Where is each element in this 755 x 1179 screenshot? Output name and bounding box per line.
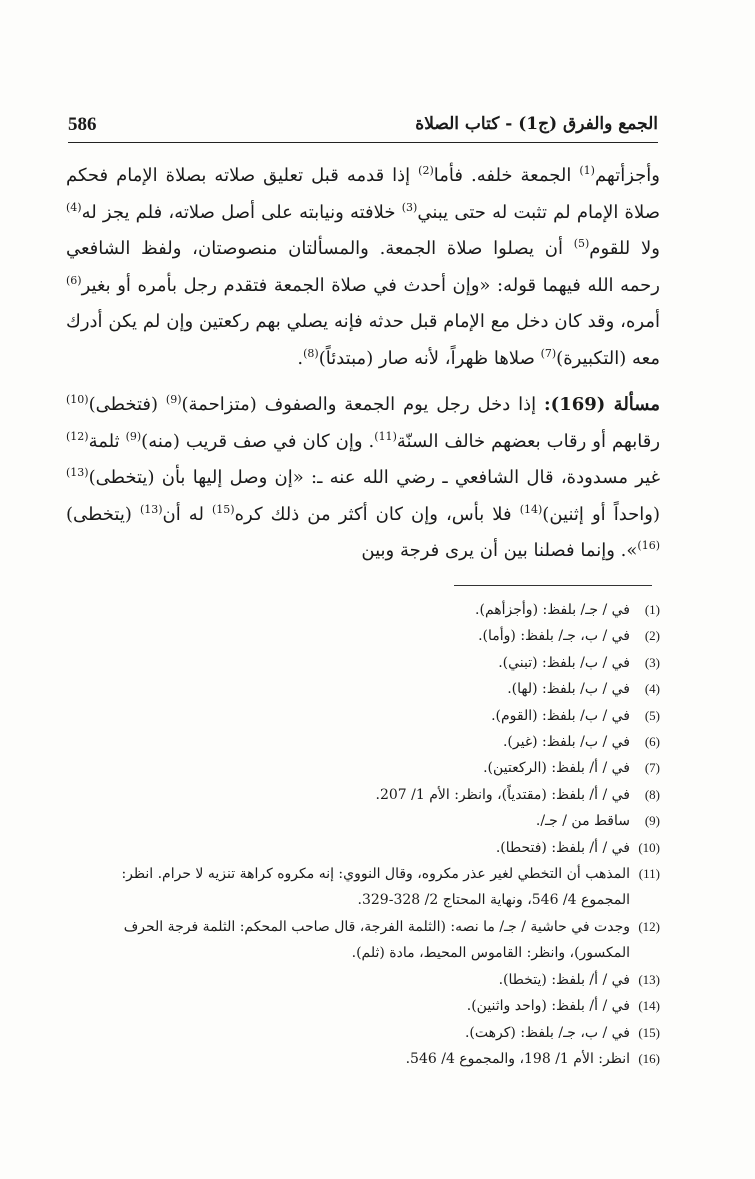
footnote-number: (9) xyxy=(644,813,660,829)
footnote-text: في / ب/ بلفظ: (لها). xyxy=(507,681,630,698)
footnote-text: وجدت في حاشية / جـ/ ما نصه: (الثلمة الفرجة، قال صاحب المحكم: الثلمة فرجة الحرف المكسور)، وانظر: القاموس المحيط، مادة (ثلم). xyxy=(123,918,630,962)
text-run: غير مسدودة، قال الشافعي ـ رضي الله عنه ـ: «إن وصل إليها بأن (يتخطى) xyxy=(88,467,660,488)
footnote xyxy=(80,650,660,676)
footnote-number: (13) xyxy=(638,971,660,987)
text-run: رقابهم أو رقاب بعضهم خالف السنّة xyxy=(396,430,661,452)
footnote-text: في / أ/ بلفظ: (واحد واثنين). xyxy=(466,998,630,1015)
footnote xyxy=(80,676,660,702)
footnote-ref[interactable]: (12) xyxy=(66,429,89,443)
footnote-number: (16) xyxy=(638,1050,660,1066)
footnote-text: في / أ/ بلفظ: (مقتدياً)، وانظر: الأم 1/ 207. xyxy=(375,786,630,803)
text-run: إذا دخل رجل يوم الجمعة والصفوف (متزاحمة) xyxy=(181,394,545,415)
footnote xyxy=(80,597,660,623)
text-run: الجمعة خلفه. فأما xyxy=(433,165,580,186)
footnote-ref[interactable]: (2) xyxy=(418,164,434,177)
text-run: أمره، وقد كان دخل مع الإمام قبل حدثه فإنه يصلي بهم ركعتين وإن لم يكن أدرك معه (التكبيرة) xyxy=(66,311,660,369)
text-run: وأجزأتهم xyxy=(594,165,660,186)
footnote-ref[interactable]: (16) xyxy=(637,539,660,552)
footnote-ref[interactable]: (10) xyxy=(66,393,89,406)
text-run: ثلمة xyxy=(88,430,126,452)
main-text xyxy=(66,158,660,570)
footnote-number: (8) xyxy=(644,786,660,802)
footnote-ref[interactable]: (15) xyxy=(212,502,235,516)
text-run: أن يصلوا صلاة الجمعة. والمسألتان منصوصتان، ولفظ الشافعي رحمه الله فيهما قوله: «وإن أحدث في صلاة الجمعة فتقدم رجل بأمره أو بغير xyxy=(66,238,660,296)
footnote-text: في / أ/ بلفظ: (فتحطا). xyxy=(495,839,630,856)
footnote-number: (14) xyxy=(638,998,660,1014)
footnote xyxy=(80,1020,660,1046)
footnote-number: (5) xyxy=(644,707,660,723)
footnote-number: (2) xyxy=(644,628,660,644)
footnote xyxy=(80,729,660,755)
footnote-number: (12) xyxy=(638,918,660,934)
text-run: (فتخطى) xyxy=(88,394,166,415)
footnote-ref[interactable]: (9) xyxy=(125,429,142,443)
footnote-ref[interactable]: (3) xyxy=(401,200,418,214)
footnote xyxy=(80,967,660,993)
footnote-ref[interactable]: (9) xyxy=(165,393,182,406)
text-run: له أن xyxy=(162,503,212,525)
text-run: (واحداً أو إثنين) xyxy=(542,503,660,525)
footnote-ref[interactable]: (1) xyxy=(579,164,595,177)
footnote xyxy=(80,755,660,781)
footnote xyxy=(80,703,660,729)
footnote-ref[interactable]: (8) xyxy=(303,346,319,360)
footnote-ref[interactable]: (14) xyxy=(519,502,543,516)
footnote-text: في / ب/ بلفظ: (تبني). xyxy=(498,654,630,671)
footnote-text: في / أ/ بلفظ: (يتخطا). xyxy=(498,971,630,988)
issue-label: مسألة (169): xyxy=(544,394,660,415)
footnote xyxy=(80,623,660,649)
text-run: صلاها ظهراً، لأنه صار (مبتدئاً) xyxy=(318,347,541,369)
footnote-text: انظر: الأم 1/ 198، والمجموع 4/ 546. xyxy=(405,1050,630,1067)
footnote-ref[interactable]: (13) xyxy=(66,466,89,479)
text-run: . وإن كان في صف قريب (منه) xyxy=(141,430,375,452)
footnote-number: (6) xyxy=(644,734,660,750)
footnote-text: في / أ/ بلفظ: (الركعتين). xyxy=(483,760,630,777)
footnote-ref[interactable]: (6) xyxy=(66,273,82,287)
footnote xyxy=(80,914,660,967)
footnote-text: في / ب، جـ/ بلفظ: (كرهت). xyxy=(464,1024,630,1041)
issue-paragraph xyxy=(66,387,660,570)
running-title: الجمع والفرق (ج1) - كتاب الصلاة xyxy=(415,114,658,134)
footnote-text: ساقط من / جـ/. xyxy=(535,813,630,830)
footnote-ref[interactable]: (13) xyxy=(139,502,163,516)
footnote-ref[interactable]: (5) xyxy=(573,237,590,250)
text-run: فلا بأس، وإن كان أكثر من ذلك كره xyxy=(234,503,520,525)
footnotes-list xyxy=(80,597,660,1072)
footnote-text: في / ب/ بلفظ: (القوم). xyxy=(491,707,630,724)
paragraph xyxy=(66,158,660,377)
footnote-number: (7) xyxy=(644,760,660,776)
footnote xyxy=(80,993,660,1019)
text-run: . xyxy=(297,347,304,369)
text-run: ولا للقوم xyxy=(589,238,660,259)
footnote-ref[interactable]: (4) xyxy=(66,200,82,214)
footnote-number: (3) xyxy=(644,654,660,670)
footnote xyxy=(80,835,660,861)
footnote-number: (15) xyxy=(638,1024,660,1040)
footnote-number: (1) xyxy=(644,602,660,617)
page-header xyxy=(68,110,658,143)
text-run: ». وإنما فصلنا بين أن يرى فرجة وبين xyxy=(361,540,638,561)
text-run: (يتخطى) xyxy=(66,503,140,525)
footnote-separator xyxy=(454,585,652,586)
footnote xyxy=(80,861,660,914)
footnote-text: المذهب أن التخطي لغير عذر مكروه، وقال النووي: إنه مكروه كراهة تنزيه لا حرام. انظر: المجموع 4/ 546، ونهاية المحتاج 2/ 328-329. xyxy=(121,866,630,909)
text-run: إذا قدمه قبل تعليق صلاته بصلاة الإمام فحكم صلاة الإمام لم تثبت له حتى يبني xyxy=(66,165,661,223)
footnote-ref[interactable]: (11) xyxy=(374,429,397,443)
text-run: خلافته ونيابته على أصل صلاته، فلم يجز له xyxy=(81,201,402,223)
footnote-text: في / جـ/ بلفظ: (وأجزأهم). xyxy=(475,602,630,618)
footnote-text: في / ب، جـ/ بلفظ: (وأما). xyxy=(478,628,630,645)
footnote-number: (10) xyxy=(638,839,660,855)
footnote-text: في / ب/ بلفظ: (غير). xyxy=(502,734,630,751)
footnote-number: (4) xyxy=(644,681,660,697)
page-number: 586 xyxy=(68,114,97,135)
footnote-number: (11) xyxy=(638,866,660,882)
footnote-ref[interactable]: (7) xyxy=(540,346,557,360)
footnote xyxy=(80,782,660,808)
footnote xyxy=(80,1046,660,1072)
footnote xyxy=(80,808,660,834)
